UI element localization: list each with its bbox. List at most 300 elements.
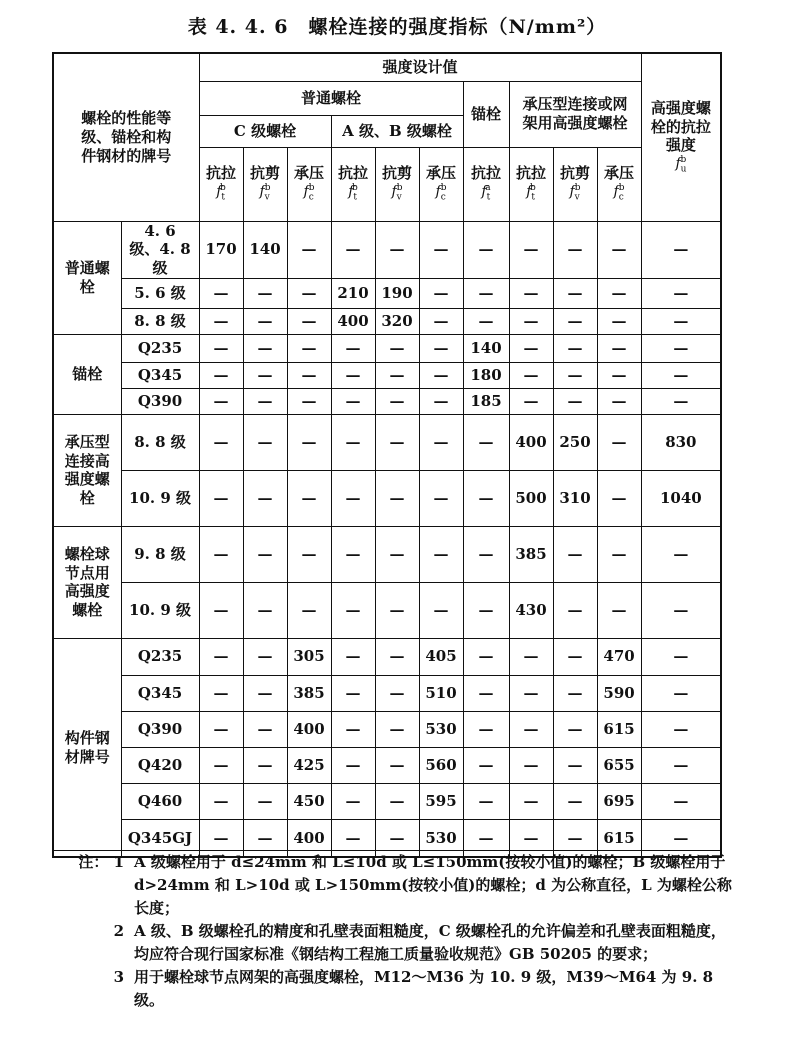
grade-text: Q390 (137, 719, 183, 738)
column-header-label: 抗剪 (560, 164, 591, 183)
value-cell: 590 (597, 675, 641, 711)
bolt-strength-table (52, 52, 722, 858)
value-cell: — (641, 308, 721, 334)
value-cell: — (641, 221, 721, 278)
value-cell: — (375, 582, 419, 638)
value-cell: 1040 (641, 470, 721, 526)
value-cell: — (287, 388, 331, 414)
value-cell: — (463, 308, 509, 334)
value-cell: 140 (243, 221, 287, 278)
grade-cell (121, 747, 199, 783)
symbol-subscript: t (221, 192, 226, 203)
note-2-text: A 级、B 级螺栓孔的精度和孔壁表面粗糙度，C 级螺栓孔的允许偏差和孔壁表面粗糙度，均应符合现行国家标准《钢结构工程施工质量验收规范》GB 50205 的要求； (134, 922, 726, 963)
value-cell: — (419, 526, 463, 582)
value-cell: 185 (463, 388, 509, 414)
value-cell: — (375, 388, 419, 414)
value-cell: — (597, 582, 641, 638)
value-cell: — (553, 747, 597, 783)
column-header-symbol (464, 183, 509, 204)
grade-cell (121, 638, 199, 675)
table-row (53, 783, 721, 819)
value-cell: — (641, 278, 721, 308)
value-cell: — (553, 783, 597, 819)
header-grade-c: C 级螺栓 (199, 115, 331, 147)
value-cell: — (331, 470, 375, 526)
value-cell: — (641, 362, 721, 388)
grade-text: Q390 (137, 391, 183, 410)
value-cell: — (641, 526, 721, 582)
column-header-symbol (598, 183, 641, 204)
value-cell: — (243, 388, 287, 414)
column-header-label: 承压 (294, 164, 325, 183)
column-header-2 (243, 147, 287, 221)
value-cell: — (419, 278, 463, 308)
value-cell: — (641, 711, 721, 747)
grade-text: Q345 (137, 365, 183, 384)
group-label-text: 普通螺栓 (64, 258, 110, 296)
value-cell: — (463, 711, 509, 747)
table-row (53, 582, 721, 638)
symbol-superscript: b (220, 183, 226, 194)
value-cell: — (199, 819, 243, 857)
value-cell: — (243, 278, 287, 308)
value-cell: — (375, 819, 419, 857)
column-header-symbol (244, 183, 287, 204)
table-row (53, 278, 721, 308)
note-1-num: 1 (113, 853, 124, 871)
value-cell: — (553, 388, 597, 414)
value-cell: — (553, 675, 597, 711)
value-cell: 190 (375, 278, 419, 308)
value-cell: 425 (287, 747, 331, 783)
value-cell: — (375, 526, 419, 582)
value-cell: — (199, 783, 243, 819)
symbol-superscript: b (530, 183, 536, 194)
symbol-subscript: t (486, 192, 491, 203)
value-cell: — (463, 638, 509, 675)
value-cell: — (509, 638, 553, 675)
value-cell: — (641, 675, 721, 711)
value-cell: — (553, 819, 597, 857)
value-cell: — (553, 638, 597, 675)
grade-text: Q420 (137, 755, 183, 774)
column-header-8 (509, 147, 553, 221)
value-cell: — (641, 582, 721, 638)
value-cell: 695 (597, 783, 641, 819)
value-cell: — (287, 414, 331, 470)
value-cell: — (597, 470, 641, 526)
value-cell: — (331, 526, 375, 582)
value-cell: — (199, 470, 243, 526)
grade-cell (121, 221, 199, 278)
value-cell: — (419, 334, 463, 362)
grade-cell (121, 675, 199, 711)
value-cell: — (331, 711, 375, 747)
column-header-symbol (554, 183, 597, 204)
grade-cell (121, 711, 199, 747)
value-cell: — (641, 388, 721, 414)
value-cell: — (597, 308, 641, 334)
value-cell: 405 (419, 638, 463, 675)
symbol-superscript: b (574, 183, 581, 194)
column-header-3 (287, 147, 331, 221)
value-cell: 530 (419, 819, 463, 857)
table-row (53, 638, 721, 675)
value-cell: — (553, 278, 597, 308)
column-header-10 (597, 147, 641, 221)
value-cell: — (243, 308, 287, 334)
value-cell: — (553, 526, 597, 582)
value-cell: — (463, 747, 509, 783)
grade-text: 4. 6 级、4. 8 级 (129, 221, 191, 277)
value-cell: — (287, 278, 331, 308)
value-cell: — (199, 711, 243, 747)
value-cell: — (597, 414, 641, 470)
header-corner (53, 53, 199, 221)
value-cell: — (509, 711, 553, 747)
value-cell: — (199, 747, 243, 783)
value-cell: 210 (331, 278, 375, 308)
value-cell: 615 (597, 711, 641, 747)
value-cell: — (199, 278, 243, 308)
table-title: 表 4. 4. 6 螺栓连接的强度指标（N/mm²） (187, 16, 607, 38)
table-row (53, 470, 721, 526)
grade-cell (121, 334, 199, 362)
value-cell: — (641, 747, 721, 783)
note-2 (52, 920, 732, 966)
value-cell: — (331, 747, 375, 783)
value-cell: — (419, 388, 463, 414)
column-header-7 (463, 147, 509, 221)
group-label-text: 构件钢材牌号 (64, 728, 110, 766)
grade-text: 8. 8 级 (134, 311, 186, 330)
value-cell: — (597, 526, 641, 582)
note-3-text: 用于螺栓球节点网架的高强度螺栓，M12～M36 为 10. 9 级，M39～M64 为 9. 8 级。 (134, 968, 714, 1009)
table-row (53, 221, 721, 278)
note-1 (52, 851, 732, 920)
column-header-label: 抗拉 (516, 164, 547, 183)
header-corner-text: 螺栓的性能等级、锚栓和构件钢材的牌号 (81, 109, 172, 165)
note-3-number: 3 (113, 968, 124, 986)
column-header-6 (419, 147, 463, 221)
value-cell: — (641, 783, 721, 819)
table-row (53, 747, 721, 783)
header-hs-tensile-text: 高强度螺栓的抗拉强度 (650, 98, 711, 155)
value-cell: — (375, 334, 419, 362)
column-header-5 (375, 147, 419, 221)
column-header-symbol (332, 183, 375, 204)
value-cell: — (331, 783, 375, 819)
grade-cell (121, 582, 199, 638)
value-cell: — (553, 334, 597, 362)
value-cell: — (509, 675, 553, 711)
value-cell: — (553, 582, 597, 638)
value-cell: — (463, 783, 509, 819)
column-header-label: 抗拉 (206, 164, 237, 183)
value-cell: — (243, 747, 287, 783)
symbol-subscript: c (440, 192, 446, 203)
value-cell: 400 (331, 308, 375, 334)
grade-text: Q460 (137, 791, 183, 810)
value-cell: — (509, 388, 553, 414)
value-cell: 400 (287, 711, 331, 747)
note-1-text: A 级螺栓用于 d≤24mm 和 L≤10d 或 L≤150mm(按较小值)的螺栓；B 级螺栓用于 d>24mm 和 L>10d 或 L>150mm(按较小值)的螺栓；d 为公称直径，L 为螺栓公称长度； (134, 853, 732, 917)
value-cell: — (243, 334, 287, 362)
value-cell: — (287, 526, 331, 582)
value-cell: — (243, 675, 287, 711)
value-cell: 170 (199, 221, 243, 278)
table-body (53, 221, 721, 857)
value-cell: — (641, 638, 721, 675)
value-cell: 250 (553, 414, 597, 470)
group-label (53, 221, 121, 334)
symbol-subscript: v (396, 192, 402, 203)
symbol-subscript: c (618, 192, 624, 203)
value-cell: 500 (509, 470, 553, 526)
column-header-label: 抗剪 (382, 164, 413, 183)
value-cell: 180 (463, 362, 509, 388)
value-cell: — (243, 819, 287, 857)
value-cell: 830 (641, 414, 721, 470)
value-cell: — (331, 582, 375, 638)
value-cell: — (597, 221, 641, 278)
value-cell: — (331, 414, 375, 470)
column-header-label: 承压 (604, 164, 635, 183)
symbol-superscript: b (618, 183, 625, 194)
value-cell: — (375, 675, 419, 711)
value-cell: — (243, 362, 287, 388)
value-cell: — (331, 675, 375, 711)
value-cell: — (463, 414, 509, 470)
value-cell: — (553, 308, 597, 334)
value-cell: — (509, 819, 553, 857)
value-cell: — (553, 221, 597, 278)
value-cell: — (331, 388, 375, 414)
note-1-number (52, 851, 124, 874)
symbol-superscript: b (352, 183, 358, 194)
symbol-base: f (435, 183, 441, 200)
grade-cell (121, 414, 199, 470)
value-cell: — (199, 638, 243, 675)
column-header-9 (553, 147, 597, 221)
value-cell: — (375, 414, 419, 470)
group-label (53, 638, 121, 857)
note-3 (52, 966, 732, 1012)
value-cell: — (597, 334, 641, 362)
grade-text: 10. 9 级 (129, 488, 191, 507)
value-cell: — (419, 470, 463, 526)
value-cell: — (199, 675, 243, 711)
symbol-base: f (613, 183, 619, 200)
value-cell: — (419, 308, 463, 334)
value-cell: 615 (597, 819, 641, 857)
value-cell: — (463, 675, 509, 711)
symbol-base: f (526, 183, 532, 200)
table-row (53, 711, 721, 747)
value-cell: 450 (287, 783, 331, 819)
notes-label: 注： (78, 853, 109, 871)
header-ordinary-bolt: 普通螺栓 (199, 81, 463, 115)
table-row (53, 414, 721, 470)
value-cell: — (287, 362, 331, 388)
symbol-base: f (569, 183, 575, 200)
symbol-base: f (259, 183, 265, 200)
value-cell: — (463, 221, 509, 278)
value-cell: — (463, 582, 509, 638)
value-cell: — (597, 388, 641, 414)
column-header-symbol (376, 183, 419, 204)
group-label (53, 334, 121, 414)
value-cell: — (243, 414, 287, 470)
value-cell: 400 (287, 819, 331, 857)
group-label-text: 锚栓 (72, 364, 103, 383)
symbol-subscript: v (574, 192, 580, 203)
value-cell: — (375, 221, 419, 278)
value-cell: — (375, 638, 419, 675)
value-cell: — (419, 362, 463, 388)
header-hs-symbol: $f_u^b$ (675, 155, 687, 175)
symbol-subscript: t (353, 192, 358, 203)
value-cell: — (509, 747, 553, 783)
value-cell: — (509, 362, 553, 388)
value-cell: — (331, 638, 375, 675)
symbol-superscript: b (308, 183, 315, 194)
value-cell: — (199, 308, 243, 334)
value-cell: — (553, 362, 597, 388)
value-cell: — (287, 470, 331, 526)
value-cell: — (641, 819, 721, 857)
column-header-label: 抗剪 (250, 164, 281, 183)
value-cell: — (243, 711, 287, 747)
header-anchor: 锚栓 (463, 81, 509, 147)
header-grade-ab: A 级、B 级螺栓 (331, 115, 463, 147)
column-header-label: 承压 (426, 164, 457, 183)
note-2-number: 2 (113, 922, 124, 940)
value-cell: 530 (419, 711, 463, 747)
table-row (53, 526, 721, 582)
value-cell: — (509, 221, 553, 278)
value-cell: 385 (287, 675, 331, 711)
value-cell: 595 (419, 783, 463, 819)
value-cell: — (641, 334, 721, 362)
value-cell: — (463, 526, 509, 582)
value-cell: — (287, 308, 331, 334)
grade-text: Q345GJ (127, 828, 193, 847)
value-cell: — (597, 278, 641, 308)
value-cell: 305 (287, 638, 331, 675)
value-cell: — (287, 221, 331, 278)
value-cell: — (331, 362, 375, 388)
value-cell: — (597, 362, 641, 388)
value-cell: — (199, 334, 243, 362)
symbol-subscript: c (308, 192, 314, 203)
value-cell: — (199, 414, 243, 470)
value-cell: — (243, 638, 287, 675)
grade-text: 9. 8 级 (134, 544, 186, 563)
value-cell: 310 (553, 470, 597, 526)
table-row (53, 334, 721, 362)
column-header-symbol (288, 183, 331, 204)
column-header-label: 抗拉 (471, 164, 502, 183)
value-cell: — (287, 334, 331, 362)
value-cell: — (419, 221, 463, 278)
grade-text: Q235 (137, 647, 183, 666)
grade-text: Q235 (137, 338, 183, 357)
column-header-4 (331, 147, 375, 221)
symbol-superscript: b (264, 183, 271, 194)
value-cell: — (419, 582, 463, 638)
table-row (53, 308, 721, 334)
value-cell: — (463, 819, 509, 857)
grade-cell (121, 388, 199, 414)
table-row (53, 362, 721, 388)
symbol-base: f (303, 183, 309, 200)
value-cell: 385 (509, 526, 553, 582)
header-design-value: 强度设计值 (199, 53, 641, 81)
value-cell: — (463, 278, 509, 308)
symbol-subscript: t (531, 192, 536, 203)
symbol-base: f (216, 183, 222, 200)
grade-text: 8. 8 级 (134, 432, 186, 451)
grade-cell (121, 526, 199, 582)
value-cell: 320 (375, 308, 419, 334)
column-header-symbol (420, 183, 463, 204)
symbol-subscript: v (264, 192, 270, 203)
value-cell: — (199, 582, 243, 638)
value-cell: — (509, 308, 553, 334)
group-label (53, 414, 121, 526)
table-row (53, 388, 721, 414)
column-header-label: 抗拉 (338, 164, 369, 183)
value-cell: — (243, 582, 287, 638)
grade-cell (121, 308, 199, 334)
grade-cell (121, 278, 199, 308)
symbol-superscript: b (440, 183, 447, 194)
column-header-symbol (200, 183, 243, 204)
value-cell: — (243, 470, 287, 526)
header-bearing-text: 承压型连接或网架用高强度螺栓 (522, 95, 628, 132)
value-cell: — (375, 747, 419, 783)
value-cell: — (509, 278, 553, 308)
value-cell: — (331, 221, 375, 278)
grade-text: 5. 6 级 (134, 283, 186, 302)
value-cell: — (509, 783, 553, 819)
value-cell: — (331, 819, 375, 857)
value-cell: — (331, 334, 375, 362)
symbol-superscript: a (485, 183, 491, 194)
group-label-text: 螺栓球节点用高强度螺栓 (64, 544, 110, 619)
grade-cell (121, 362, 199, 388)
value-cell: — (509, 334, 553, 362)
value-cell: — (243, 783, 287, 819)
grade-text: Q345 (137, 683, 183, 702)
value-cell: 470 (597, 638, 641, 675)
table-row (53, 675, 721, 711)
symbol-base: f (391, 183, 397, 200)
value-cell: — (375, 470, 419, 526)
symbol-base: f (348, 183, 354, 200)
value-cell: — (243, 526, 287, 582)
value-cell: — (419, 414, 463, 470)
value-cell: 140 (463, 334, 509, 362)
value-cell: 430 (509, 582, 553, 638)
column-header-1 (199, 147, 243, 221)
value-cell: 400 (509, 414, 553, 470)
group-label (53, 526, 121, 638)
notes-section (52, 851, 732, 1012)
grade-cell (121, 470, 199, 526)
value-cell: — (199, 526, 243, 582)
